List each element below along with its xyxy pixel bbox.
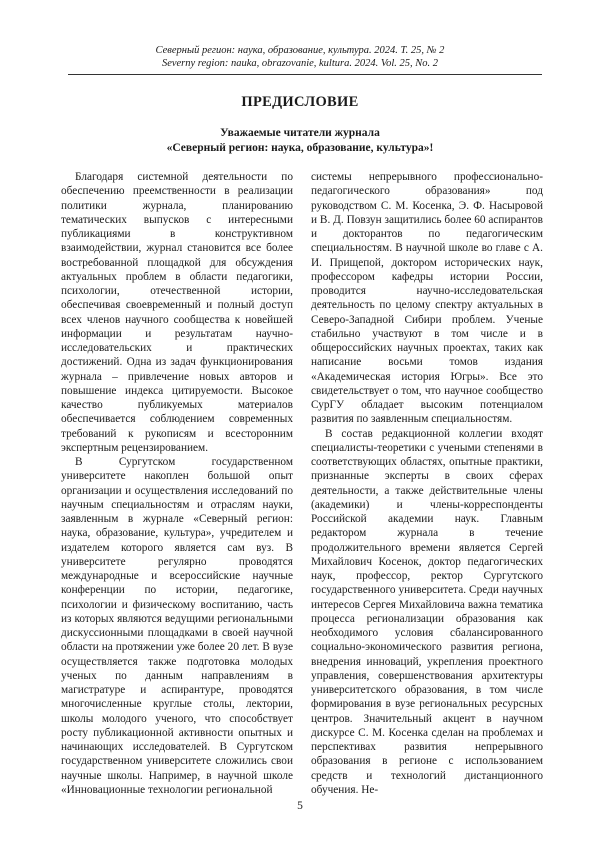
greeting-line-1: Уважаемые читатели журнала [220,127,380,139]
running-header [0,44,600,70]
paragraph: В Сургутском государственном университете накоплен большой опыт организации и осуществления исследований по научным специальностям и отраслям науки, заявленным в журнале «Северный регион: наука, образование, культура», учредителем и издателем которого является сам вуз. В университете регулярно проводятся международные и всероссийские научные конференции по истории, педагогике, психологии и физическому воспитанию, часть из которых являются ведущими региональными дискуссионными площадками в своей научной области на протяжении уже более 20 лет. В вузе осуществляется также подготовка молодых ученых по данным направлениям в магистратуре и аспирантуре, проводятся многочисленные круглые столы, лектории, школы молодого ученого, что способствует росту публикационной активности опытных и начинающих исследователей. В Сургутском государственном университете сложились свои научные школы. Например, в научной школе «Инновационные технологии региональной [61,456,293,796]
header-divider [68,74,542,75]
greeting [0,126,600,156]
header-line-english: Severny region: nauka, obrazovanie, kultura. 2024. Vol. 25, No. 2 [161,58,439,69]
header-line-russian: Северный регион: наука, образование, культура. 2024. Т. 25, № 2 [155,45,445,56]
paragraph-continued: системы непрерывного профессионально-педагогического образования» под руководством С. М. Косенка, Э. Ф. Насыровой и В. Д. Повзун защитились более 60 аспирантов и докторантов по педагогическим специальностям. В научной школе во главе с А. И. Прищепой, доктором исторических наук, профессором кафедры истории России, проводится научно-исследовательская деятельность по целому спектру актуальных в Северо-Западной Сибири проблем. Ученые стабильно участвуют в том числе и в общероссийских научных проектах, таких как написание восьми томов издания «Академическая история Югры». Все это свидетельствует о том, что научное сообщество СурГУ обладает высоким потенциалом развития по заявленным специальностям. [311,171,543,426]
paragraph: Благодаря системной деятельности по обеспечению преемственности в реализации политики журнала, планированию тематических выпусков с интересными публикациями в конструктивном взаимодействии, журнал становится все более востребованной площадкой для обсуждения актуальных проблем в области педагогики, психологии, отечественной истории, обеспечивая своевременный и полный доступ всех членов научного сообщества к новейшей информации и результатам научно-исследовательских и практических достижений. Одна из задач функционирования журнала – привлечение новых авторов и повышение индекса цитируемости. Высокое качество публикуемых материалов обеспечивается соблюдением современных требований к рукописям и всесторонним экспертным рецензированием. [61,171,293,454]
right-column [311,170,543,797]
page-title: ПРЕДИСЛОВИЕ [241,94,359,110]
greeting-line-2: «Северный регион: наука, образование, культура»! [166,142,434,154]
paragraph: В состав редакционной коллегии входят специалисты-теоретики с учеными степенями в соответствующих областях, опытные практики, признанные эксперты в своих сферах деятельности, а также действительные члены (академики) и члены-корреспонденты Российской академии наук. Главным редактором журнала в течение продолжительного времени является Сергей Михайлович Косенок, доктор педагогических наук, профессор, ректор Сургутского государственного университета. Среди научных интересов Сергея Михайловича важна тематика процесса регионализации образования как необходимого условия сбалансированного социально-экономического развития региона, внедрения инноваций, укрепления проектного управления, совершенствования архитектуры университетского образования, в том числе формирования в вузе региональных ресурсных центров. Значительный акцент в научном дискурсе С. М. Косенка сделан на проблемах и перспективах развития непрерывного образования в регионе с использованием средств и технологий дистанционного обучения. Не- [311,427,543,796]
page-number: 5 [297,800,303,812]
left-column [61,170,293,797]
